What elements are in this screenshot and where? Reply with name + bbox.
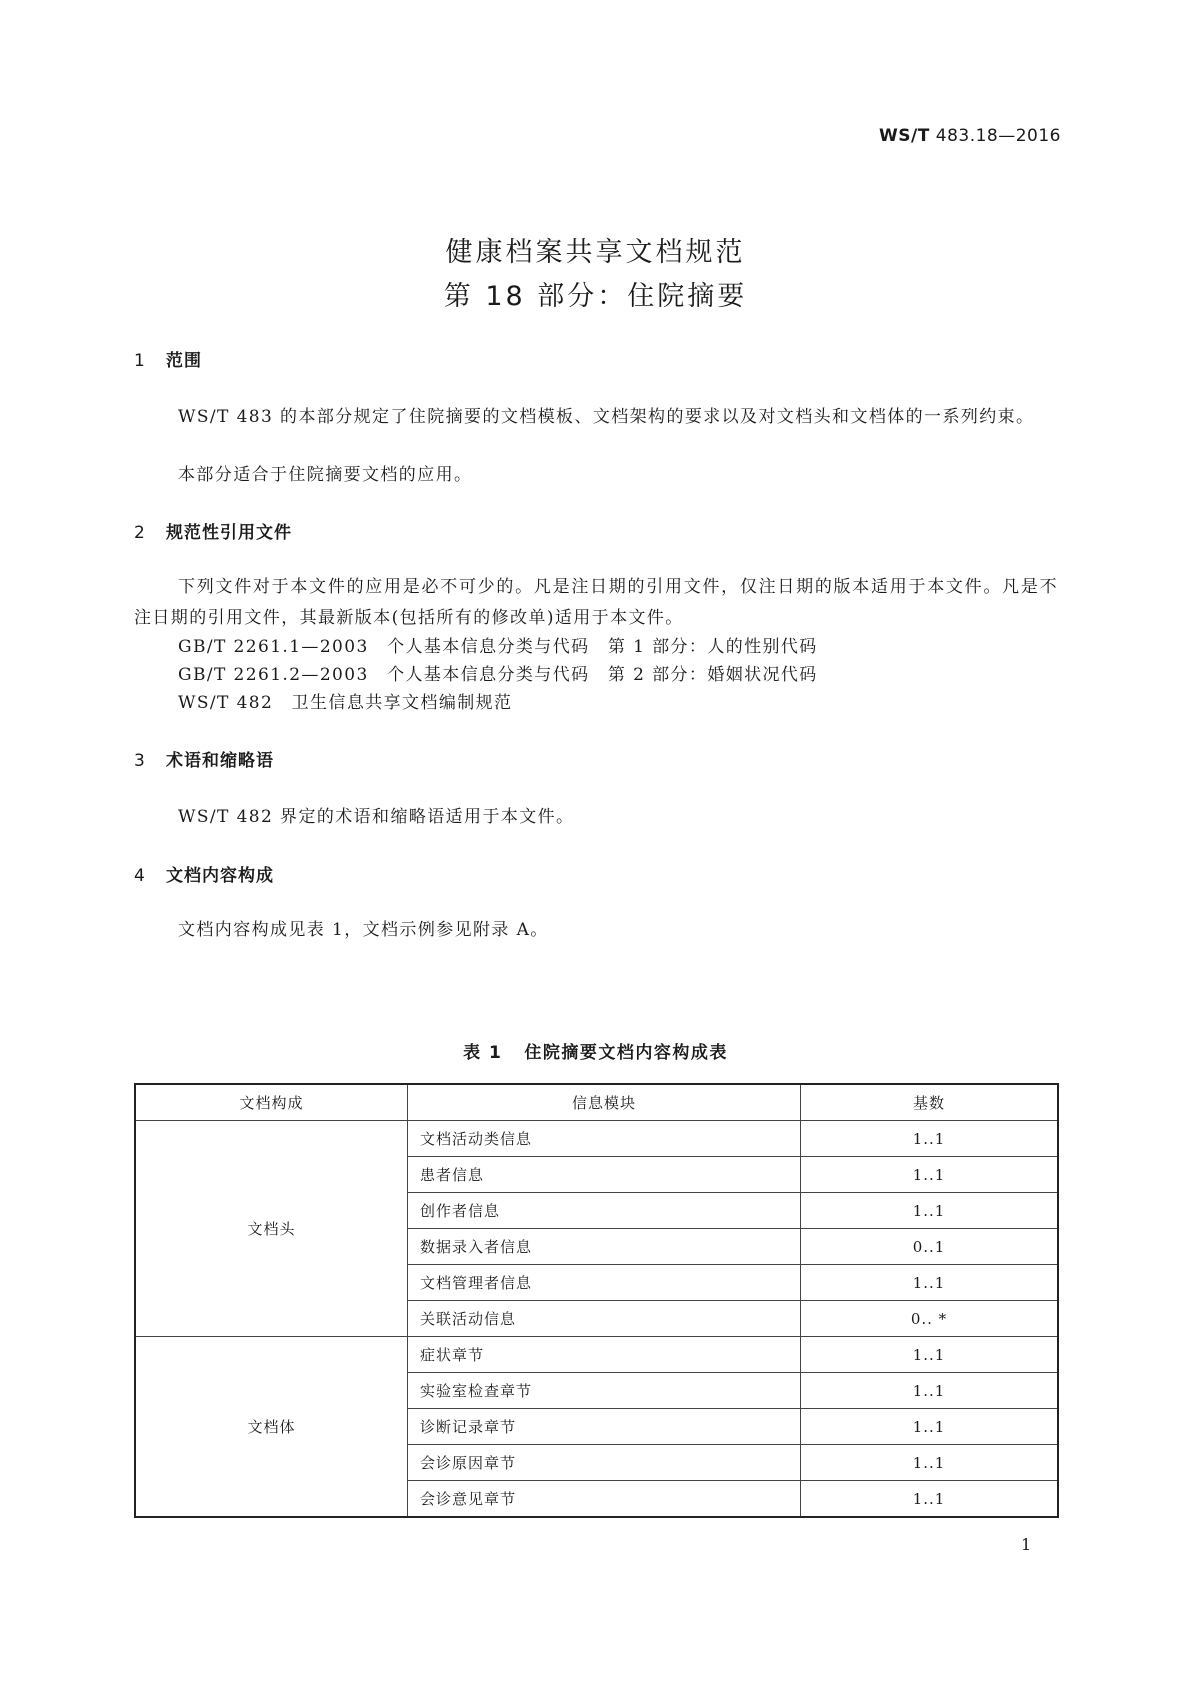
table-caption-label: 表 1: [463, 1043, 503, 1063]
section-number: 4: [134, 866, 146, 886]
module-cell: 创作者信息: [408, 1193, 801, 1229]
standard-prefix: WS/T: [879, 126, 930, 146]
reference-item: GB/T 2261.2—2003 个人基本信息分类与代码 第 2 部分：婚姻状况代码: [178, 665, 818, 685]
paragraph: WS/T 482 界定的术语和缩略语适用于本文件。: [178, 807, 575, 827]
table-caption: [0, 1038, 1191, 1063]
section-title: 术语和缩略语: [166, 751, 274, 771]
module-cell: 症状章节: [408, 1337, 801, 1373]
table-caption-title: 住院摘要文档内容构成表: [524, 1043, 728, 1063]
module-cell: 关联活动信息: [408, 1301, 801, 1337]
module-cell: 文档管理者信息: [408, 1265, 801, 1301]
group-cell: 文档头: [135, 1121, 408, 1337]
module-cell: 患者信息: [408, 1157, 801, 1193]
section-number: 3: [134, 751, 146, 771]
cardinality-cell: 1..1: [801, 1409, 1059, 1445]
header-cell: 基数: [801, 1084, 1059, 1121]
content-structure-table: [134, 1083, 1059, 1518]
cardinality-cell: 1..1: [801, 1373, 1059, 1409]
paragraph: 下列文件对于本文件的应用是必不可少的。凡是注日期的引用文件，仅注日期的版本适用于本文件。凡是不注日期的引用文件，其最新版本(包括所有的修改单)适用于本文件。: [134, 577, 1058, 628]
section-title: 范围: [166, 351, 202, 371]
group-cell: 文档体: [135, 1337, 408, 1518]
cardinality-cell: 1..1: [801, 1121, 1059, 1157]
standard-number: [879, 126, 1061, 146]
cardinality-cell: 1..1: [801, 1337, 1059, 1373]
header-cell: 信息模块: [408, 1084, 801, 1121]
cardinality-cell: 0..1: [801, 1229, 1059, 1265]
reference-item: WS/T 482 卫生信息共享文档编制规范: [178, 693, 513, 713]
standard-code: 483.18—2016: [935, 126, 1061, 146]
page-number: 1: [1021, 1535, 1032, 1554]
document-title: 健康档案共享文档规范: [445, 237, 746, 268]
module-cell: 实验室检查章节: [408, 1373, 801, 1409]
section-title: 规范性引用文件: [166, 523, 292, 543]
document-subtitle: 第 18 部分：住院摘要: [443, 281, 748, 312]
cardinality-cell: 1..1: [801, 1265, 1059, 1301]
section-heading-terms: [134, 746, 274, 771]
cardinality-cell: 1..1: [801, 1193, 1059, 1229]
paragraph: 本部分适合于住院摘要文档的应用。: [178, 465, 473, 485]
section-heading-normative-references: [134, 518, 292, 543]
section-heading-content-structure: [134, 861, 274, 886]
paragraph: 文档内容构成见表 1，文档示例参见附录 A。: [178, 920, 549, 940]
cardinality-cell: 0.. *: [801, 1301, 1059, 1337]
table-row: [135, 1337, 1058, 1373]
section-number: 2: [134, 523, 146, 543]
header-cell: 文档构成: [135, 1084, 408, 1121]
module-cell: 会诊意见章节: [408, 1481, 801, 1518]
table-header-row: [135, 1084, 1058, 1121]
table-row: [135, 1121, 1058, 1157]
section-heading-scope: [134, 346, 202, 371]
reference-item: GB/T 2261.1—2003 个人基本信息分类与代码 第 1 部分：人的性别代码: [178, 637, 818, 657]
section-number: 1: [134, 351, 146, 371]
cardinality-cell: 1..1: [801, 1445, 1059, 1481]
module-cell: 数据录入者信息: [408, 1229, 801, 1265]
cardinality-cell: 1..1: [801, 1481, 1059, 1518]
module-cell: 文档活动类信息: [408, 1121, 801, 1157]
cardinality-cell: 1..1: [801, 1157, 1059, 1193]
section-title: 文档内容构成: [166, 866, 274, 886]
paragraph: WS/T 483 的本部分规定了住院摘要的文档模板、文档架构的要求以及对文档头和文档体的一系列约束。: [178, 407, 1035, 427]
module-cell: 诊断记录章节: [408, 1409, 801, 1445]
module-cell: 会诊原因章节: [408, 1445, 801, 1481]
